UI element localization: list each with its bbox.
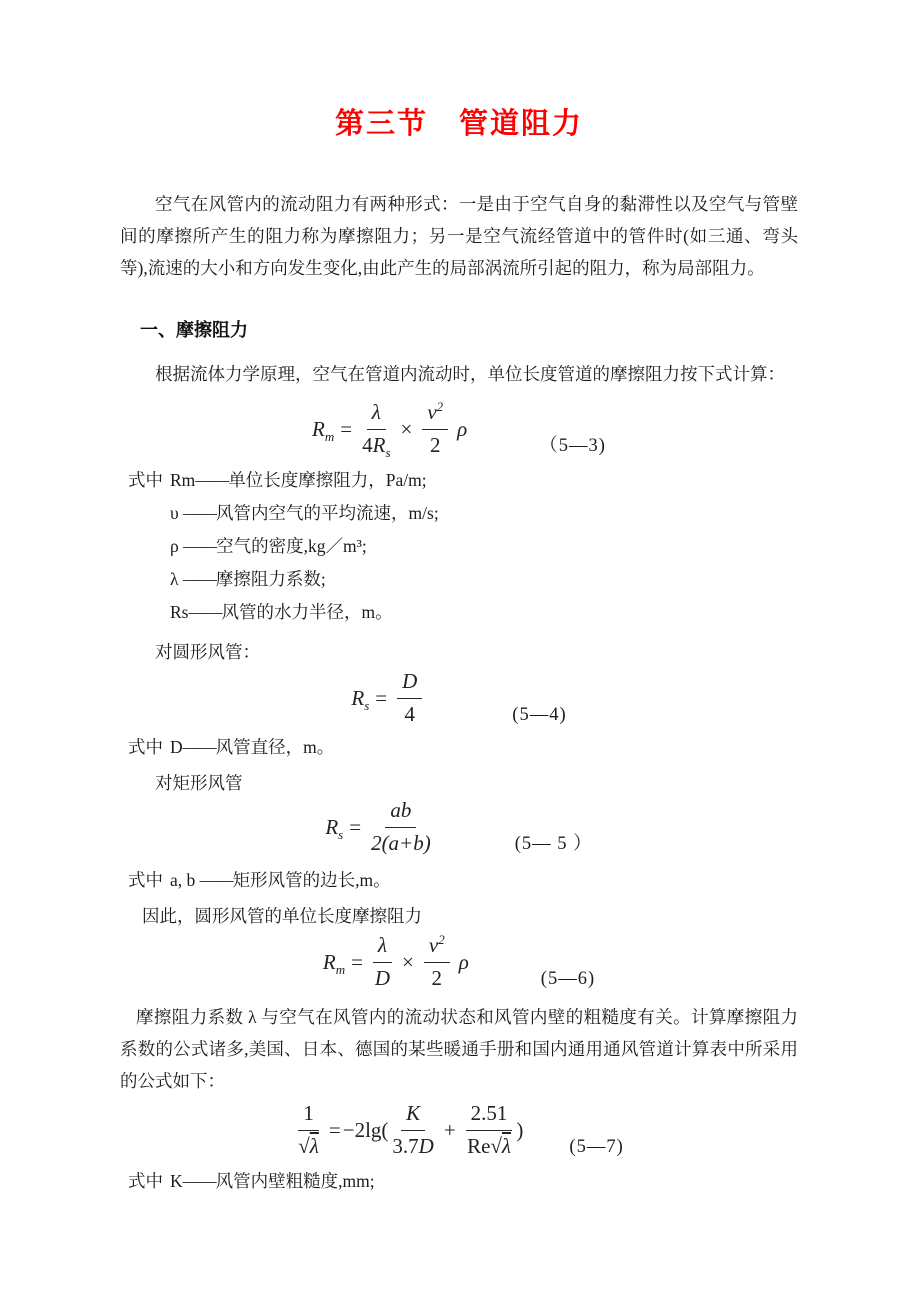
line-rect-duct: 对矩形风管 bbox=[155, 773, 243, 793]
definition-row: Rs——风管的水力半径，m。 bbox=[170, 602, 393, 622]
principle-paragraph: 根据流体力学原理，空气在管道内流动时，单位长度管道的摩擦阻力按下式计算： bbox=[155, 364, 785, 384]
equals-sign: = bbox=[375, 685, 388, 710]
eq57-close-paren: ) bbox=[516, 1117, 524, 1142]
equation-5-6-body bbox=[323, 933, 469, 990]
eq56-fraction-1: $\frac{\lambda}{D}$ bbox=[374, 933, 391, 990]
eq56-fraction-2: $\frac{v^2}{2}$ bbox=[424, 933, 450, 990]
definition-5-7: 式中 K——风管内壁粗糙度,mm; bbox=[120, 1165, 798, 1198]
def-symbol: λ bbox=[170, 569, 179, 589]
equation-5-3 bbox=[120, 398, 798, 460]
line-round-duct: 对圆形风管： bbox=[155, 642, 260, 662]
def-desc: 风管的水力半径，m。 bbox=[221, 602, 393, 622]
def-desc: 风管直径，m。 bbox=[215, 737, 335, 757]
equation-5-7 bbox=[120, 1099, 798, 1161]
equals-sign: = bbox=[328, 1117, 341, 1142]
equation-5-5 bbox=[120, 796, 798, 858]
equation-number-5-3: （5—3) bbox=[539, 436, 606, 456]
def-symbol: D bbox=[170, 737, 183, 757]
equation-5-4-body bbox=[351, 669, 426, 726]
def-symbol: Rs bbox=[170, 602, 189, 622]
equals-sign: = bbox=[351, 949, 363, 974]
definition-row: ρ ——空气的密度,kg／m³; bbox=[170, 536, 367, 556]
def-lead: 式中 bbox=[128, 870, 163, 890]
equation-5-5-body bbox=[325, 798, 434, 855]
equation-number-5-7: (5—7) bbox=[569, 1137, 624, 1157]
equation-5-4 bbox=[120, 667, 798, 729]
equals-sign: = bbox=[349, 814, 362, 839]
eq53-fraction-2: $\frac{v^2}{2}$ bbox=[422, 400, 448, 457]
page-title: 第三节 管道阻力 bbox=[334, 108, 583, 140]
eq56-rho: ρ bbox=[458, 949, 469, 974]
eq53-rho: ρ bbox=[457, 416, 468, 441]
definition-row: 式中 Rm——单位长度摩擦阻力，Pa/m; bbox=[120, 464, 798, 497]
definitions-5-3 bbox=[120, 464, 798, 629]
def-desc: 摩擦阻力系数; bbox=[215, 569, 326, 589]
def-desc: 单位长度摩擦阻力，Pa/m; bbox=[228, 470, 427, 490]
eq56-lhs: $R_m$ bbox=[322, 949, 346, 977]
times-sign: × bbox=[402, 949, 414, 974]
definition-row: υ ——风管内空气的平均流速，m/s; bbox=[170, 503, 439, 523]
definition-5-5: 式中 a, b ——矩形风管的边长,m。 bbox=[120, 864, 798, 897]
radical-sign: √ bbox=[298, 1133, 310, 1158]
eq53-lhs: $R_m$ bbox=[312, 416, 335, 444]
def-desc: 风管内壁粗糙度,mm; bbox=[215, 1171, 375, 1191]
line-therefore: 因此，圆形风管的单位长度摩擦阻力 bbox=[142, 906, 422, 926]
def-symbol: K bbox=[170, 1171, 183, 1191]
equation-5-6 bbox=[120, 931, 798, 993]
times-sign: × bbox=[400, 416, 413, 441]
section-heading-friction: 一、摩擦阻力 bbox=[140, 320, 248, 340]
eq57-fraction-2: $\frac{2.51}{Re√\lambda}$ bbox=[467, 1101, 512, 1158]
eq55-fraction: $\frac{ab}{2(a+b)}$ bbox=[371, 798, 431, 855]
def-lead: 式中 bbox=[128, 1171, 163, 1191]
def-symbol: ρ bbox=[170, 536, 179, 556]
equals-sign: = bbox=[340, 416, 353, 441]
eq57-neg2lg: −2lg( bbox=[342, 1117, 389, 1142]
def-lead: 式中 bbox=[128, 470, 163, 490]
def-symbol: a, b bbox=[170, 870, 196, 890]
equation-number-5-5: (5— 5 ） bbox=[514, 834, 593, 854]
eq54-fraction: $\frac{D}{4}$ bbox=[397, 669, 422, 726]
radical-sign: √ bbox=[490, 1133, 502, 1158]
def-lead: 式中 bbox=[128, 737, 163, 757]
eq57-fraction-1: $\frac{K}{3.7D}$ bbox=[392, 1101, 434, 1158]
eq55-lhs: $R_s$ bbox=[325, 814, 344, 842]
plus-sign: + bbox=[443, 1117, 456, 1142]
definition-5-4: 式中 D——风管直径，m。 bbox=[120, 731, 798, 764]
def-symbol: υ bbox=[170, 503, 179, 523]
eq53-fraction-1: $\frac{\lambda}{4R_s}$ bbox=[362, 400, 391, 460]
equation-number-5-6: (5—6) bbox=[540, 969, 596, 989]
definition-row: λ ——摩擦阻力系数; bbox=[170, 569, 326, 589]
def-symbol: Rm bbox=[170, 470, 196, 490]
def-desc: 风管内空气的平均流速，m/s; bbox=[216, 503, 439, 523]
intro-paragraph: 空气在风管内的流动阻力有两种形式：一是由于空气自身的黏滞性以及空气与管壁间的摩擦所产生的阻力称为摩擦阻力；另一是空气流经管道中的管件时(如三通、弯头等),流速的大小和方向发生变化,由此产生的局部涡流所引起的阻力，称为局部阻力。 bbox=[120, 194, 798, 278]
equation-number-5-4: (5—4) bbox=[512, 705, 567, 725]
lambda-paragraph: 摩擦阻力系数 λ 与空气在风管内的流动状态和风管内壁的粗糙度有关。计算摩擦阻力系数的公式诸多,美国、日本、德国的某些暖通手册和国内通用通风管道计算表中所采用的公式如下： bbox=[120, 1007, 798, 1091]
eq57-lhs-fraction: $\frac{1}{√\lambda}$ bbox=[298, 1101, 319, 1158]
eq54-lhs: $R_s$ bbox=[351, 685, 370, 713]
def-desc: 矩形风管的边长,m。 bbox=[232, 870, 391, 890]
equation-5-3-body bbox=[312, 399, 468, 460]
def-desc: 空气的密度,kg／m³; bbox=[216, 536, 367, 556]
equation-5-7-body bbox=[294, 1101, 523, 1158]
